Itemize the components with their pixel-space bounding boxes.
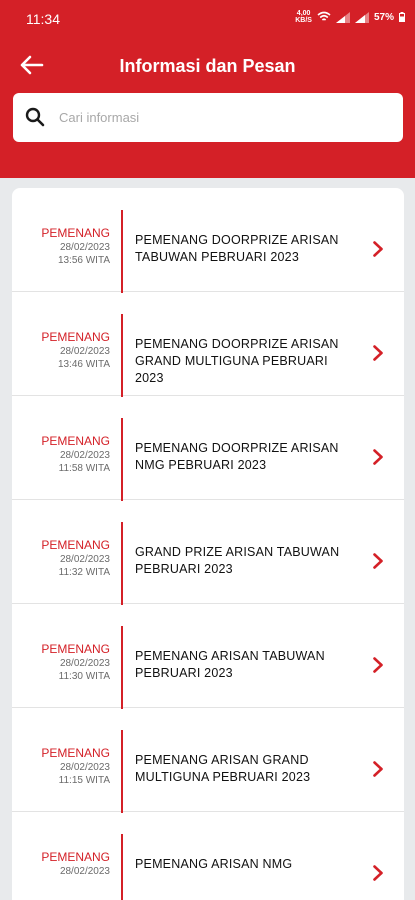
network-speed-value: 4,00 — [296, 10, 311, 17]
item-divider — [121, 834, 123, 900]
battery-icon — [399, 12, 405, 22]
search-icon — [25, 107, 45, 127]
wifi-icon — [317, 11, 331, 23]
item-date: 28/02/2023 — [59, 658, 110, 669]
item-divider — [121, 522, 123, 605]
item-date: 28/02/2023 — [59, 762, 110, 773]
list-item[interactable] — [12, 396, 404, 500]
item-title: PEMENANG ARISAN TABUWAN PEBRUARI 2023 — [135, 649, 325, 680]
item-meta — [41, 330, 110, 371]
item-title: GRAND PRIZE ARISAN TABUWAN PEBRUARI 2023 — [135, 545, 340, 576]
item-time: 11:15 WITA — [58, 775, 110, 786]
item-divider — [121, 418, 123, 501]
status-bar — [0, 0, 415, 36]
item-time: 13:56 WITA — [57, 255, 110, 266]
item-meta — [41, 538, 110, 579]
list-item[interactable] — [12, 292, 404, 396]
item-title: PEMENANG DOORPRIZE ARISAN GRAND MULTIGUNA PEBRUARI 2023 — [135, 337, 339, 385]
list-item[interactable] — [12, 500, 404, 604]
item-title: PEMENANG DOORPRIZE ARISAN NMG PEBRUARI 2023 — [135, 441, 339, 472]
item-title: PEMENANG ARISAN NMG — [135, 857, 293, 871]
item-title: PEMENANG ARISAN GRAND MULTIGUNA PEBRUARI 2023 — [135, 753, 311, 784]
title-bar — [0, 46, 415, 86]
item-meta — [41, 434, 110, 475]
info-list — [12, 188, 404, 900]
item-meta — [41, 850, 110, 878]
item-category: PEMENANG — [41, 434, 110, 448]
battery-level: 57% — [373, 11, 394, 23]
search-input[interactable] — [59, 105, 379, 129]
search-box[interactable] — [13, 93, 403, 142]
item-meta — [41, 746, 110, 787]
item-divider — [121, 314, 123, 397]
signal-icon-2 — [355, 12, 369, 23]
list-item[interactable] — [12, 188, 404, 292]
item-category: PEMENANG — [41, 330, 110, 344]
item-divider — [121, 210, 123, 293]
item-date: 28/02/2023 — [59, 450, 110, 461]
item-date: 28/02/2023 — [59, 866, 110, 877]
chevron-right-icon[interactable] — [372, 240, 384, 258]
item-time: 11:58 WITA — [58, 463, 110, 474]
chevron-right-icon[interactable] — [372, 344, 384, 362]
item-category: PEMENANG — [41, 850, 110, 864]
item-title: PEMENANG DOORPRIZE ARISAN TABUWAN PEBRUARI 2023 — [135, 233, 339, 264]
item-date: 28/02/2023 — [59, 242, 110, 253]
item-divider — [121, 730, 123, 813]
page-title: Informasi dan Pesan — [119, 56, 296, 76]
signal-icon-1 — [336, 12, 350, 23]
list-item[interactable] — [12, 812, 404, 900]
item-meta — [41, 642, 110, 683]
chevron-right-icon[interactable] — [372, 760, 384, 778]
chevron-right-icon[interactable] — [372, 656, 384, 674]
item-divider — [121, 626, 123, 709]
item-time: 11:30 WITA — [58, 671, 110, 682]
chevron-right-icon[interactable] — [372, 864, 384, 882]
item-category: PEMENANG — [41, 746, 110, 760]
app-header — [0, 0, 415, 178]
chevron-right-icon[interactable] — [372, 552, 384, 570]
item-meta — [41, 226, 110, 267]
item-category: PEMENANG — [41, 226, 110, 240]
list-item[interactable] — [12, 708, 404, 812]
item-date: 28/02/2023 — [59, 554, 110, 565]
chevron-right-icon[interactable] — [372, 448, 384, 466]
status-time: 11:34 — [26, 11, 60, 27]
item-category: PEMENANG — [41, 538, 110, 552]
network-speed — [295, 10, 312, 24]
status-icons — [295, 10, 405, 24]
item-time: 13:46 WITA — [57, 359, 110, 370]
item-category: PEMENANG — [41, 642, 110, 656]
list-item[interactable] — [12, 604, 404, 708]
item-date: 28/02/2023 — [59, 346, 110, 357]
item-time: 11:32 WITA — [58, 567, 110, 578]
network-speed-unit: KB/S — [295, 17, 312, 24]
